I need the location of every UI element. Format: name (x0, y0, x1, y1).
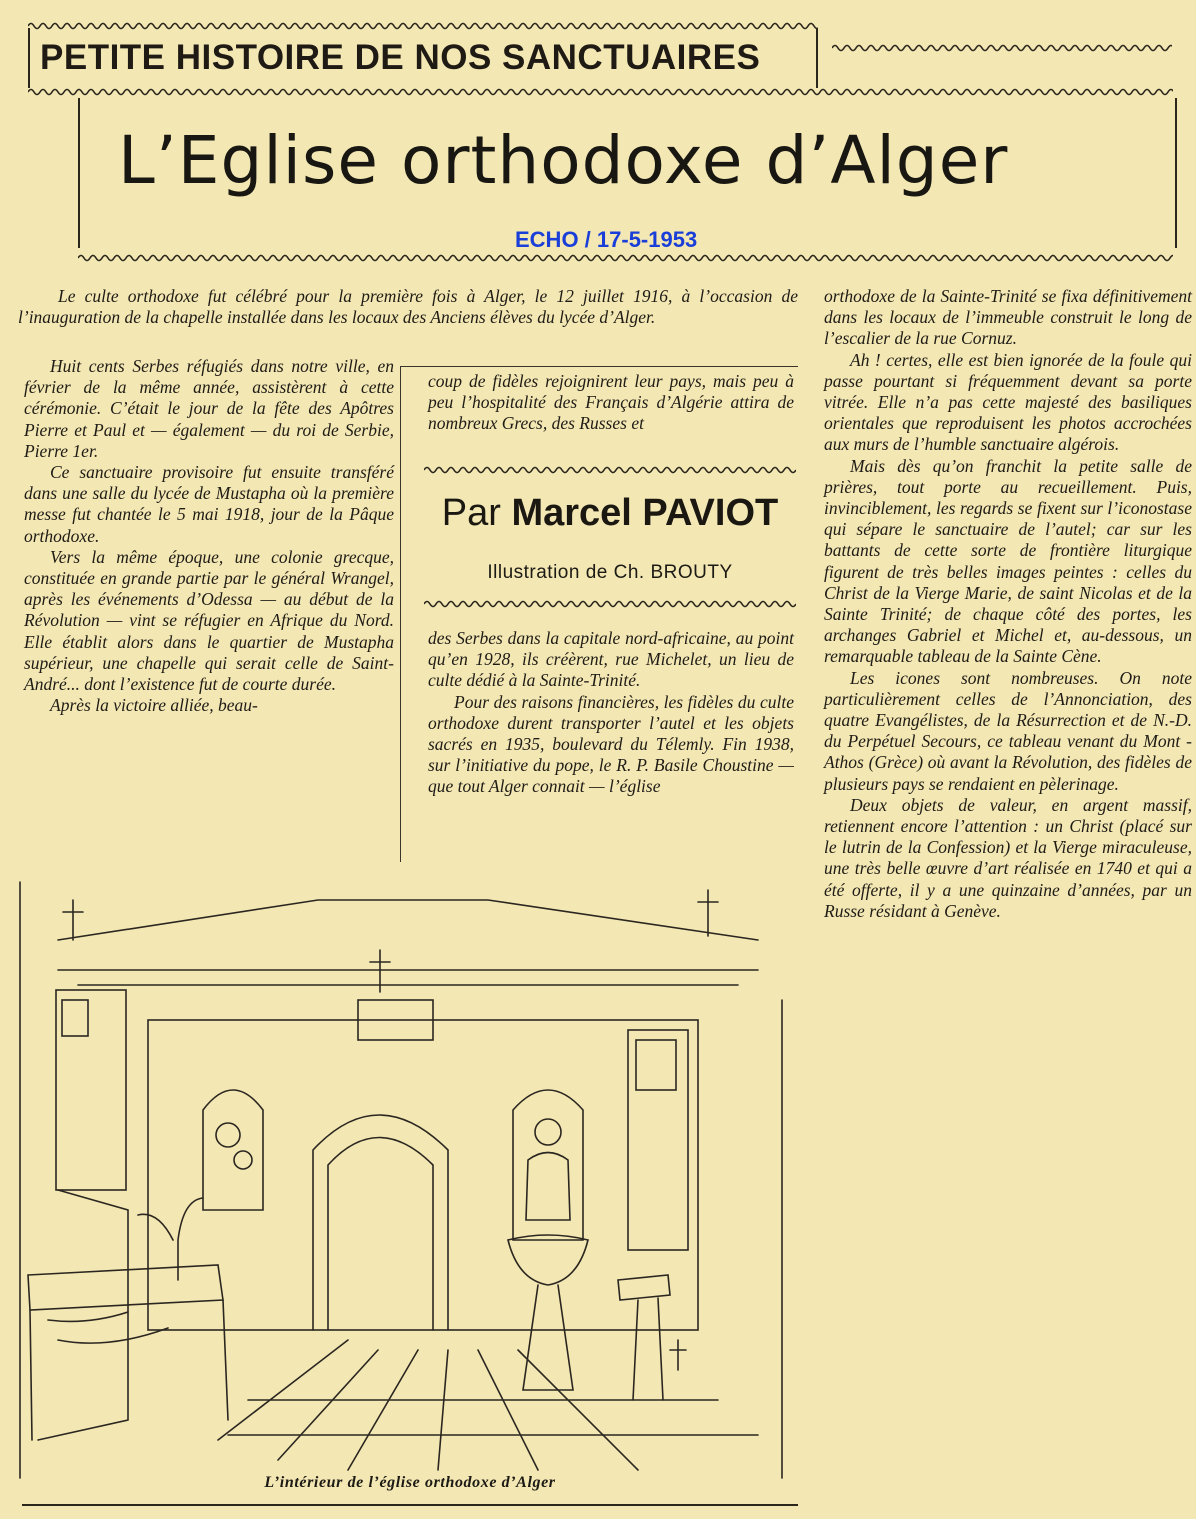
title-bottom-border (78, 252, 1173, 264)
box-top-rule (400, 366, 798, 367)
paragraph: orthodoxe de la Sainte-Trinité se fixa définitivement dans les locaux de l’immeuble construit le long de l’escalier de la rue Cornuz. (824, 286, 1192, 349)
archive-stamp: ECHO / 17-5-1953 (515, 227, 698, 252)
paragraph: Les icones sont nombreuses. On note particulièrement celles de l’Annonciation, des quatre Evangélistes, de la Résurrection et de N.-D. du Perpétuel Secours, ce tableau venant du Mont - Athos (Grèce) où avant la Révolution, des fidèles de plusieurs pays se rendaient en pèlerinage. (824, 667, 1192, 794)
column-1 (24, 356, 394, 716)
paragraph: Deux objets de valeur, en argent massif, retiennent encore l’attention : un Christ (placé sur le lutrin de la Confession) et la Vierge miraculeuse, une très belle œuvre d’art réalisée en 1740 et qui a été offerte, il y a une quinzaine d’années, par un Russe résidant à Genève. (824, 794, 1192, 921)
byline-bottom-ornament (424, 598, 796, 610)
paragraph: Pour des raisons financières, les fidèles du culte orthodoxe durent transporter l’autel et les objets sacrés en 1935, boulevard du Télemly. Fin 1938, sur l’initiative du pope, le R. P. Basile Choustine — que tout Alger connait — l’église (428, 691, 794, 797)
illustration-credit: Illustration de Ch. BROUTY (487, 562, 733, 583)
kicker-right-rule (832, 42, 1172, 54)
kicker-top-border (28, 20, 818, 32)
byline-top-ornament (424, 464, 796, 476)
byline-prefix: Par (441, 492, 501, 534)
paragraph: Vers la même époque, une colonie grecque, constituée en grande partie par le général Wrangel, après les événements d’Odessa — au début de la Révolution — vint se réfugier en Afrique du Nord. Elle établit alors dans le quartier de Mustapha supérieur, une chapelle qui serait celle de Saint-André... dont l’existence fut de courte durée. (24, 546, 394, 695)
column-3 (824, 286, 1192, 922)
bottom-rule (22, 1504, 798, 1506)
kicker-bottom-border (28, 86, 1173, 98)
paragraph: Huit cents Serbes réfugiés dans notre ville, en février de la même année, assistèrent à cette cérémonie. C’était le jour de la fête des Apôtres Pierre et Paul et — également — du roi de Serbie, Pierre 1er. (24, 356, 394, 461)
lead-text: Le culte orthodoxe fut célébré pour la première fois à Alger, le 12 juillet 1916, à l’occasion de l’inauguration de la chapelle installée dans les locaux des Anciens élèves du lycée d’Alger. (18, 286, 798, 328)
author-name: Marcel PAVIOT (511, 492, 779, 534)
column-2-bottom (428, 628, 794, 798)
paragraph: des Serbes dans la capitale nord-africaine, au point qu’en 1928, ils créèrent, rue Michelet, un lieu de culte dédié à la Sainte-Trinité. (428, 628, 794, 691)
byline (424, 492, 796, 535)
church-interior-illustration (18, 880, 784, 1480)
section-kicker: PETITE HISTOIRE DE NOS SANCTUAIRES (28, 28, 818, 88)
lead-paragraph (18, 286, 798, 328)
paragraph: coup de fidèles rejoignirent leur pays, mais peu à peu l’hospitalité des Français d’Algérie attira de nombreux Grecs, des Russes et (428, 371, 794, 434)
paragraph: Mais dès qu’on franchit la petite salle de prières, tout porte au recueillement. Puis, invinciblement, les regards se fixent sur l’iconostase qui sépare le sanctuaire de l’autel; car sur les battants de cette sorte de frontière liturgique figurent de très belles images peintes : celles du Christ de la Vierge Marie, de saint Nicolas et de la Sainte Trinité; de chaque côté des portes, les archanges Gabriel et Michel et, au-dessous, un remarquable tableau de la Sainte Cène. (824, 455, 1192, 667)
headline: L’Eglise orthodoxe d’Alger (118, 122, 1009, 199)
illustration-caption: L’intérieur de l’église orthodoxe d’Alger (264, 1474, 556, 1491)
paragraph: Ce sanctuaire provisoire fut ensuite transféré dans une salle du lycée de Mustapha où la première messe fut chantée le 5 mai 1918, jour de la Pâque orthodoxe. (24, 462, 394, 546)
paragraph: Ah ! certes, elle est bien ignorée de la foule qui passe pourtant si fréquemment devant sa porte vitrée. Elle n’a pas cette majesté des basiliques orientales que reproduisent les photos accrochées aux murs de l’humble sanctuaire algérois. (824, 349, 1192, 455)
column-divider (400, 366, 401, 862)
paragraph: Après la victoire alliée, beau- (50, 695, 258, 716)
column-2-top (428, 371, 794, 435)
